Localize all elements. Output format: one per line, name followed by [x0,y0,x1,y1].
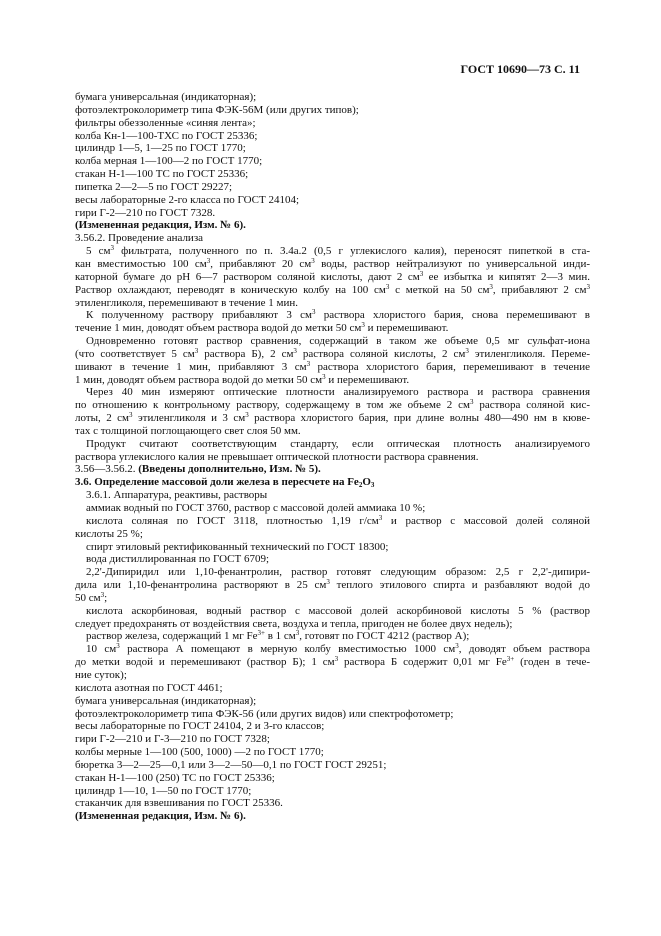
paragraph-analysis-2 [75,309,590,335]
list-item: фотоэлектроколориметр типа ФЭК-56 (или других видов) или спектрофотометр; [75,707,454,720]
list-item: колба мерная 1—100—2 по ГОСТ 1770; [75,155,263,168]
reagent-item [75,553,590,566]
list-item: стаканчик для взвешивания по ГОСТ 25336. [75,797,283,810]
section-3-6-title [75,476,590,489]
text-line: 50 $см^3$; [75,590,108,604]
text-line: до метки водой и перемешивают (раствор Б); 1 $см^3$ раствора Б содержит 0,01 мг $Fe^{3+}$ (годен в тече- [75,655,591,669]
text-line: кан вместимостью 100 $см^3$, прибавляют 20 $см^3$ воды, раствор нейтрализуют по универсальной инди- [75,256,590,270]
list-item: кислота азотная по ГОСТ 4461; [75,681,223,694]
list-item: фильтры обеззоленные «синяя лента»; [75,116,256,129]
text-line: кислоты 25 %; [75,527,143,540]
list-item: гири Г-2—210 и Г-3—210 по ГОСТ 7328; [75,733,270,746]
note-text: (Введены дополнительно, Изм. № 5). [138,463,321,476]
list-item: бумага универсальная (индикаторная); [75,91,257,103]
text-line: раствор железа, содержащий 1 мг $Fe^{3+}$ в 1 $см^3$, готовят по ГОСТ 4212 (раствор А); [86,629,470,643]
reagent-item [75,630,590,643]
list-item: пипетка 2—2—5 по ГОСТ 29227; [75,180,233,193]
paragraph-analysis-3 [75,335,590,386]
subscript: 2 [358,481,363,490]
text-line: (что соответствует 5 $см^3$ раствора Б), 2 $см^3$ раствора соляной кислоты, 2 $см^3$ этиленгликоля. Переме- [75,346,590,360]
reagent-item [75,515,590,541]
section-3-6-title-o: O [362,476,371,489]
section-3-56-2-title: 3.56.2. Проведение анализа [75,232,204,245]
page-header: ГОСТ 10690—73 С. 11 [460,62,580,76]
equipment-list-2 [75,682,590,810]
text-line: следует предохранять от воздействия света, воздуха и тепла, пригоден не более двух недель); [75,617,513,630]
text-line: кислота аскорбиновая, водный раствор с массовой долей аскорбиновой кислоты 5 % (раствор [86,604,590,617]
paragraph-analysis-4 [75,386,590,437]
reagent-item [75,566,590,605]
text-line: 2,2'-Дипиридил или 1,10-фенантролин, раствор готовят следующим образом: 2,5 г 2,2'-дипири- [86,566,590,579]
list-item: фотоэлектроколориметр типа ФЭК-56М (или других типов); [75,103,359,116]
text-line: 5 $см^3$ фильтрата, полученного по п. 3.4а.2 (0,5 г углекислого калия), переносят пипеткой в ста- [86,244,590,258]
note-range: 3.56—3.56.2. [75,463,139,476]
text-line: Одновременно готовят раствор сравнения, содержащий в таком же объеме 0,5 мг сульфат-иона [86,335,590,348]
list-item: цилиндр 1—5, 1—25 по ГОСТ 1770; [75,142,246,155]
amendment-note-2 [75,463,590,476]
subscript: 3 [370,481,375,490]
reagent-item [75,541,590,554]
text-line: кислота соляная по ГОСТ 3118, плотностью 1,19 $г/см^3$ и раствор с массовой долей соляной [86,513,590,527]
reagent-list [75,502,590,682]
amendment-note-3: (Измененная редакция, Изм. № 6). [75,810,246,823]
list-item: бюретка 3—2—25—0,1 или 3—2—50—0,1 по ГОСТ ГОСТ 29251; [75,758,387,771]
section-3-6-title-text: 3.6. Определение массовой доли железа в пересчете на Fe [75,476,359,489]
reagent-item [75,605,590,631]
list-item: бумага универсальная (индикаторная); [75,694,257,707]
list-item: стакан Н-1—100 (250) ТС по ГОСТ 25336; [75,771,275,784]
text-line: шивают в течение 1 мин, прибавляют 3 $см^3$ раствора хлористого бария, перемешивают в течение [75,359,591,373]
equipment-list-1 [75,91,590,219]
list-item: колбы мерные 1—100 (500, 1000) —2 по ГОСТ 1770; [75,746,324,759]
list-item: цилиндр 1—10, 1—50 по ГОСТ 1770; [75,784,252,797]
text-line: Продукт считают соответствующим стандарту, если оптическая плотность анализируемого [86,437,590,450]
reagent-item [75,502,590,515]
text-line: по отношению к контрольному раствору, содержащему в том же объеме 2 $см^3$ раствора соляной кис- [75,398,590,412]
text-line: спирт этиловый ректификованный технический по ГОСТ 18300; [86,540,389,553]
text-line: К полученному раствору прибавляют 3 $см^3$ раствора хлористого бария, снова перемешивают в [86,308,590,322]
document-body [75,91,590,823]
list-item: гири Г-2—210 по ГОСТ 7328. [75,206,216,219]
text-line: вода дистиллированная по ГОСТ 6709; [86,553,270,566]
reagent-item [75,643,590,682]
text-line: 10 $см^3$ раствора А помещают в мерную колбу вместимостью 1000 $см^3$, доводят объем раствора [86,642,591,656]
text-line: этиленгликоля, перемешивают в течение 1 мин. [75,296,299,309]
paragraph-analysis-1 [75,245,590,309]
text-line: раствора углекислого калия не превышает оптической плотности раствора сравнения. [75,450,479,463]
text-line: аммиак водный по ГОСТ 3760, раствор с массовой долей аммиака 10 %; [86,502,426,514]
text-line: тах с толщиной поглощающего свет слоя 50 мм. [75,424,301,437]
text-line: течение 1 мин, доводят объем раствора водой до метки 50 $см^3$ и перемешивают. [75,321,449,335]
text-line: ние суток); [75,668,127,681]
text-line: каторной бумаге до pH 6—7 раствором соляной кислоты, дают 2 $см^3$ ее избытка и кипятят 2—3 мин. [75,269,590,283]
text-line: 1 мин, доводят объем раствора водой до метки 50 $см^3$ и перемешивают. [75,372,410,386]
list-item: весы лабораторные 2-го класса по ГОСТ 24104; [75,193,300,206]
text-line: дила или 1,10-фенантролина растворяют в 25 $см^3$ теплого этилового спирта и разбавляют водой до [75,578,590,592]
list-item: весы лабораторные по ГОСТ 24104, 2 и 3-го классов; [75,720,325,733]
amendment-note-1: (Измененная редакция, Изм. № 6). [75,219,246,232]
text-line: Через 40 мин измеряют оптические плотности анализируемого раствора и раствора сравнения [86,386,590,399]
text-line: Раствор охлаждают, переводят в коническую колбу на 100 $см^3$ с меткой на 50 $см^3$, прибавляют 2 $см^3$ [75,282,590,296]
section-3-6-1-title: 3.6.1. Аппаратура, реактивы, растворы [86,489,268,502]
paragraph-analysis-5 [75,438,590,464]
list-item: стакан Н-1—100 ТС по ГОСТ 25336; [75,168,249,181]
text-line: лоты, 2 $см^3$ этиленгликоля и 3 $см^3$ раствора хлористого бария, при длине волны 480—490 нм в кюве- [75,411,590,425]
list-item: колба Кн-1—100-ТХС по ГОСТ 25336; [75,129,258,142]
